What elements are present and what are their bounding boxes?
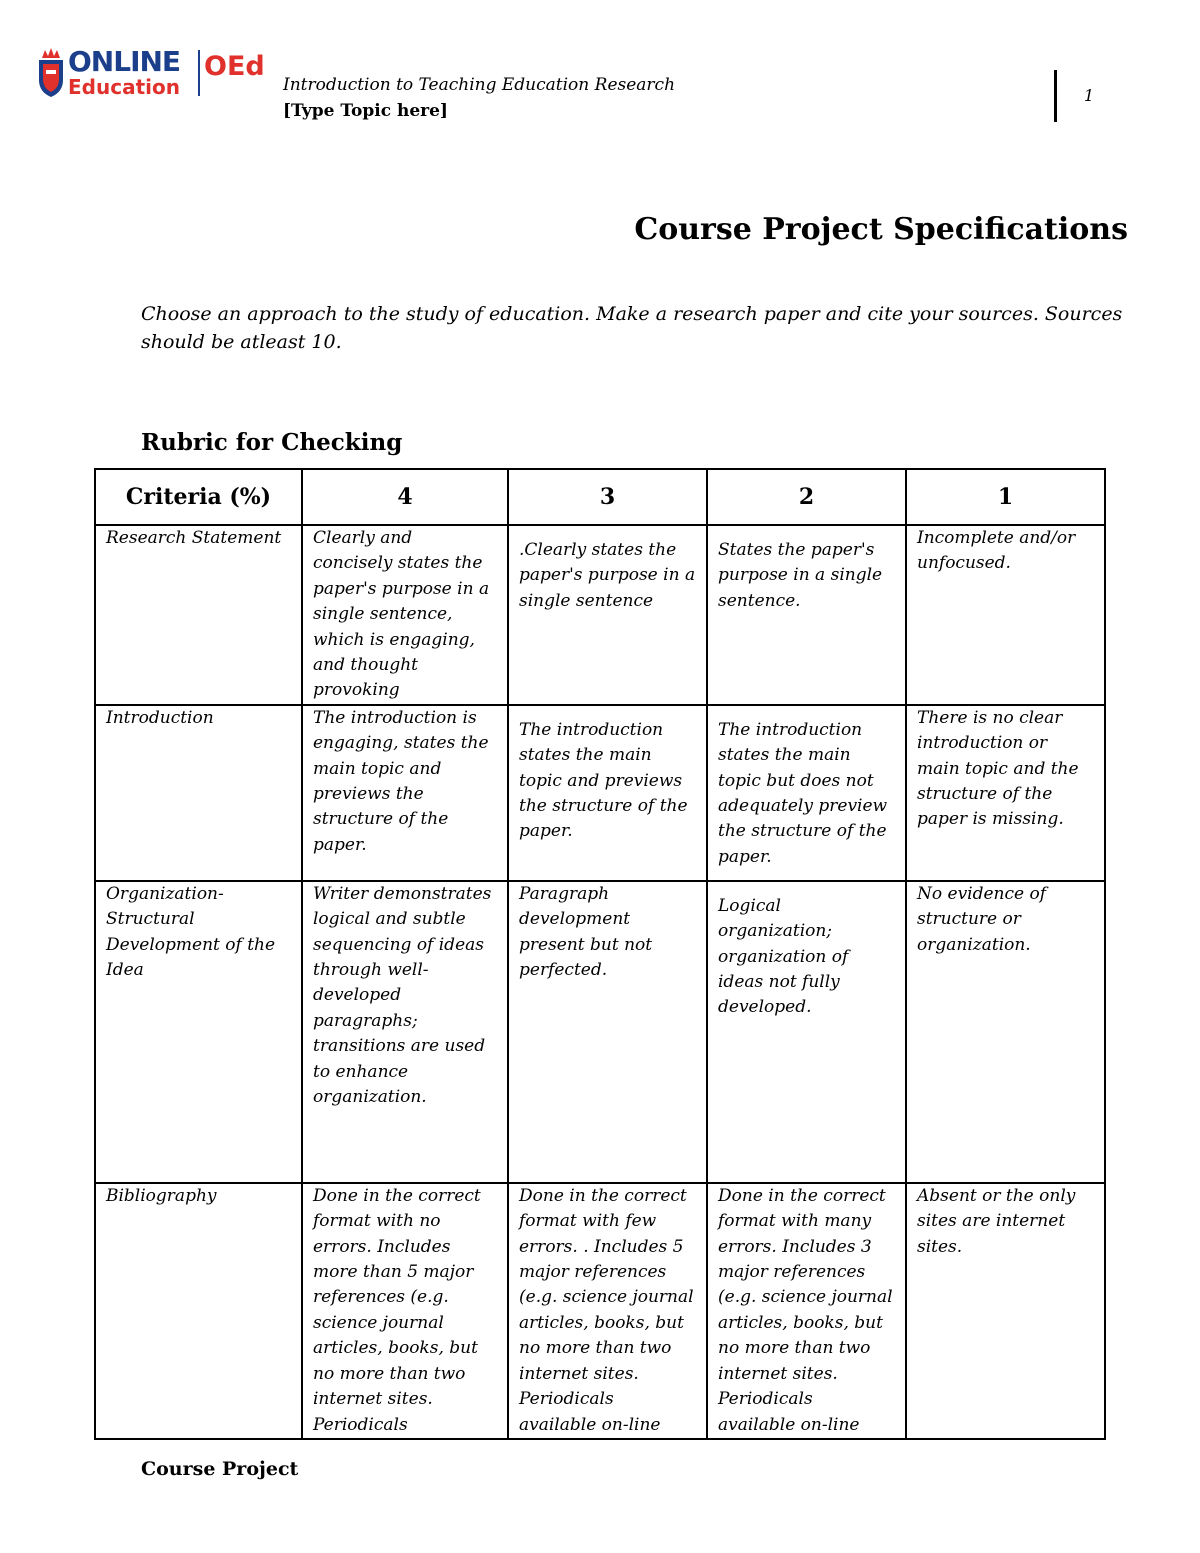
page-title: Course Project Specifications — [634, 212, 1128, 247]
logo-education-text: Education — [68, 75, 180, 99]
logo-divider — [198, 50, 200, 96]
rubric-header-row — [95, 469, 1105, 525]
criterion-organization: Organization-Structural Development of the Idea — [95, 881, 302, 1183]
table-row — [95, 1183, 1105, 1439]
header-score-3: 3 — [508, 469, 707, 525]
cell-bibliography-2: Done in the correct format with many errors. Includes 3 major references (e.g. science journal articles, books, but no more than two internet sites. Periodicals available on-line — [707, 1183, 906, 1439]
cell-organization-1: No evidence of structure or organization. — [906, 881, 1105, 1183]
logo-oed-text: OEd — [204, 51, 265, 82]
header-score-4: 4 — [302, 469, 508, 525]
header-score-2: 2 — [707, 469, 906, 525]
intro-paragraph: Choose an approach to the study of education. Make a research paper and cite your sources. Sources should be atleast 10. — [141, 303, 1123, 353]
cell-introduction-1: There is no clear introduction or main topic and the structure of the paper is missing. — [906, 705, 1105, 881]
cell-research-statement-1: Incomplete and/or unfocused. — [906, 525, 1105, 705]
oed-logo — [36, 44, 276, 100]
header-divider — [1054, 70, 1057, 122]
header-criteria: Criteria (%) — [95, 469, 302, 525]
cell-organization-3: Paragraph development present but not perfected. — [508, 881, 707, 1183]
header-score-1: 1 — [906, 469, 1105, 525]
cell-bibliography-4: Done in the correct format with no errors. Includes more than 5 major references (e.g. science journal articles, books, but no more than two internet sites. Periodicals — [302, 1183, 508, 1439]
cell-research-statement-3: .Clearly states the paper's purpose in a single sentence — [508, 525, 707, 705]
cell-organization-4: Writer demonstrates logical and subtle sequencing of ideas through well-developed paragraphs; transitions are used to enhance organization. — [302, 881, 508, 1183]
page-number: 1 — [1083, 86, 1095, 105]
header-topic-placeholder: [Type Topic here] — [283, 101, 448, 121]
cell-organization-2: Logical organization; organization of ideas not fully developed. — [707, 881, 906, 1183]
cell-research-statement-2: States the paper's purpose in a single sentence. — [707, 525, 906, 705]
criterion-introduction: Introduction — [95, 705, 302, 881]
footer-label: Course Project — [141, 1458, 299, 1480]
cell-bibliography-3: Done in the correct format with few errors. . Includes 5 major references (e.g. science journal articles, books, but no more than two internet sites. Periodicals available on-line — [508, 1183, 707, 1439]
cell-bibliography-1: Absent or the only sites are internet sites. — [906, 1183, 1105, 1439]
criterion-bibliography: Bibliography — [95, 1183, 302, 1439]
table-row — [95, 705, 1105, 881]
rubric-heading: Rubric for Checking — [141, 429, 403, 456]
cell-introduction-4: The introduction is engaging, states the main topic and previews the structure of the paper. — [302, 705, 508, 881]
cell-introduction-2: The introduction states the main topic but does not adequately preview the structure of the paper. — [707, 705, 906, 881]
table-row — [95, 881, 1105, 1183]
shield-emblem-icon — [36, 46, 66, 98]
table-row — [95, 525, 1105, 705]
rubric-table — [94, 468, 1106, 1440]
criterion-research-statement: Research Statement — [95, 525, 302, 705]
logo-online-text: ONLINE — [68, 45, 181, 78]
header-course-title: Introduction to Teaching Education Research — [283, 75, 676, 95]
cell-research-statement-4: Clearly and concisely states the paper's purpose in a single sentence, which is engaging, and thought provoking — [302, 525, 508, 705]
cell-introduction-3: The introduction states the main topic and previews the structure of the paper. — [508, 705, 707, 881]
